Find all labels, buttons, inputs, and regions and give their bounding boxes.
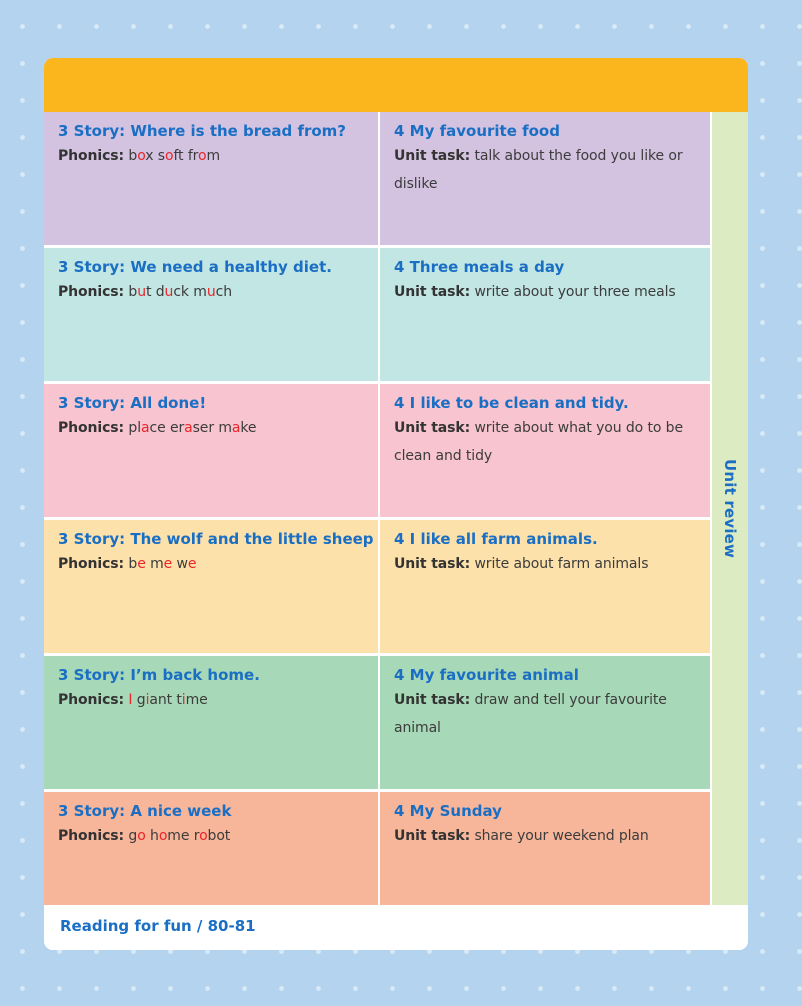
phonics-word [218, 420, 256, 436]
unit-task-line [394, 414, 696, 470]
story-cell [44, 248, 378, 381]
phonics-letters: b [128, 284, 138, 300]
story-title: 3 Story: A nice week [58, 802, 232, 820]
phonics-letters: m [218, 420, 232, 436]
phonics-letters: t [145, 284, 152, 300]
phonics-highlight: o [199, 828, 208, 844]
story-title: 3 Story: The wolf and the little sheep [58, 530, 374, 548]
contents-row [44, 656, 710, 791]
story-title: 3 Story: All done! [58, 394, 207, 412]
phonics-highlight: i [145, 692, 150, 708]
unit-task-text: draw and tell your favourite animal [394, 692, 667, 736]
phonics-words [128, 148, 220, 164]
phonics-letters: ser [192, 420, 214, 436]
phonics-word [128, 692, 132, 708]
phonics-highlight: u [137, 284, 146, 300]
phonics-words [128, 420, 256, 436]
phonics-words [128, 828, 230, 844]
contents-card [44, 58, 748, 950]
unit-task-label: Unit task: [394, 420, 471, 436]
phonics-word [188, 148, 220, 164]
footer-bar [44, 905, 748, 950]
phonics-word [128, 828, 145, 844]
unit-task-label: Unit task: [394, 556, 471, 572]
phonics-highlight: e [137, 556, 146, 572]
phonics-label: Phonics: [58, 828, 125, 844]
phonics-letters: bot [207, 828, 231, 844]
phonics-line [58, 278, 364, 306]
phonics-highlight: i [181, 692, 186, 708]
unit-task-text: write about what you do to be clean and tidy [394, 420, 683, 464]
unit-task-cell [380, 656, 710, 789]
unit-review-label: Unit review [721, 458, 739, 559]
story-title: 3 Story: I’m back home. [58, 666, 260, 684]
phonics-highlight: I [128, 692, 133, 708]
phonics-highlight: a [184, 420, 193, 436]
phonics-label: Phonics: [58, 148, 125, 164]
phonics-word [128, 420, 165, 436]
phonics-letters: fr [187, 148, 198, 164]
phonics-words [128, 284, 232, 300]
phonics-letters: ch [215, 284, 232, 300]
unit-title: 4 My Sunday [394, 802, 502, 820]
phonics-word [150, 556, 172, 572]
unit-task-label: Unit task: [394, 692, 471, 708]
unit-title: 4 I like to be clean and tidy. [394, 394, 629, 412]
contents-row [44, 248, 710, 383]
unit-task-line [394, 550, 696, 578]
phonics-highlight: o [198, 148, 207, 164]
phonics-letters: ke [240, 420, 257, 436]
phonics-highlight: a [231, 420, 241, 436]
phonics-word [170, 420, 214, 436]
unit-title: 4 My favourite animal [394, 666, 579, 684]
phonics-letters: g [136, 692, 146, 708]
phonics-word [193, 284, 232, 300]
phonics-line [58, 414, 364, 442]
unit-task-cell [380, 520, 710, 653]
phonics-letters: pl [128, 420, 141, 436]
contents-row [44, 112, 710, 247]
unit-task-line [394, 686, 696, 742]
story-title: 3 Story: We need a healthy diet. [58, 258, 332, 276]
phonics-label: Phonics: [58, 556, 125, 572]
unit-task-line [394, 822, 696, 850]
phonics-line [58, 550, 364, 578]
story-title: 3 Story: Where is the bread from? [58, 122, 347, 140]
phonics-highlight: o [158, 828, 168, 844]
phonics-letters: b [128, 148, 138, 164]
phonics-letters: ant [149, 692, 173, 708]
phonics-word [158, 148, 184, 164]
phonics-highlight: o [137, 828, 146, 844]
phonics-letters: t [176, 692, 182, 708]
unit-title: 4 Three meals a day [394, 258, 565, 276]
contents-row [44, 520, 710, 655]
story-cell [44, 384, 378, 517]
unit-task-text: write about your three meals [474, 284, 676, 300]
phonics-words [128, 556, 196, 572]
header-band [44, 58, 748, 112]
unit-task-label: Unit task: [394, 148, 471, 164]
phonics-highlight: u [164, 284, 174, 300]
unit-title: 4 I like all farm animals. [394, 530, 598, 548]
story-cell [44, 656, 378, 789]
unit-task-text: share your weekend plan [474, 828, 649, 844]
contents-row [44, 384, 710, 519]
reading-for-fun-label: Reading for fun / 80-81 [60, 917, 256, 935]
unit-task-line [394, 142, 696, 198]
phonics-letters: s [157, 148, 165, 164]
phonics-line [58, 686, 364, 714]
unit-task-cell [380, 248, 710, 381]
phonics-highlight: u [206, 284, 216, 300]
unit-task-text: talk about the food you like or dislike [394, 148, 683, 192]
unit-task-text: write about farm animals [474, 556, 649, 572]
phonics-letters: r [193, 828, 200, 844]
phonics-letters: w [176, 556, 188, 572]
phonics-letters: h [150, 828, 159, 844]
story-cell [44, 112, 378, 245]
phonics-letters: er [169, 420, 185, 436]
phonics-word [150, 828, 189, 844]
phonics-line [58, 142, 364, 170]
phonics-highlight: e [163, 556, 173, 572]
phonics-label: Phonics: [58, 284, 125, 300]
phonics-line [58, 822, 364, 850]
phonics-word [137, 692, 172, 708]
phonics-label: Phonics: [58, 692, 125, 708]
story-cell [44, 520, 378, 653]
phonics-letters: m [150, 556, 164, 572]
phonics-letters: me [167, 828, 190, 844]
phonics-label: Phonics: [58, 420, 125, 436]
unit-task-cell [380, 384, 710, 517]
phonics-word [128, 556, 145, 572]
phonics-word [177, 556, 197, 572]
unit-title: 4 My favourite food [394, 122, 560, 140]
phonics-letters: m [206, 148, 221, 164]
phonics-letters: ft [173, 148, 184, 164]
phonics-word [128, 284, 151, 300]
contents-grid [44, 112, 710, 905]
phonics-letters: x [145, 148, 154, 164]
phonics-highlight: o [137, 148, 146, 164]
phonics-highlight: a [140, 420, 150, 436]
phonics-word [128, 148, 153, 164]
phonics-word [176, 692, 207, 708]
phonics-letters: m [193, 284, 207, 300]
phonics-letters: ce [149, 420, 166, 436]
phonics-highlight: o [165, 148, 174, 164]
unit-task-line [394, 278, 696, 306]
unit-task-label: Unit task: [394, 828, 471, 844]
phonics-letters: d [155, 284, 165, 300]
unit-task-cell [380, 112, 710, 245]
phonics-word [194, 828, 230, 844]
phonics-letters: g [128, 828, 138, 844]
phonics-letters: b [128, 556, 138, 572]
phonics-highlight: e [187, 556, 197, 572]
phonics-words [128, 692, 207, 708]
phonics-letters: me [185, 692, 208, 708]
phonics-letters: ck [173, 284, 189, 300]
unit-review-column [712, 112, 748, 905]
phonics-word [156, 284, 189, 300]
unit-task-label: Unit task: [394, 284, 471, 300]
